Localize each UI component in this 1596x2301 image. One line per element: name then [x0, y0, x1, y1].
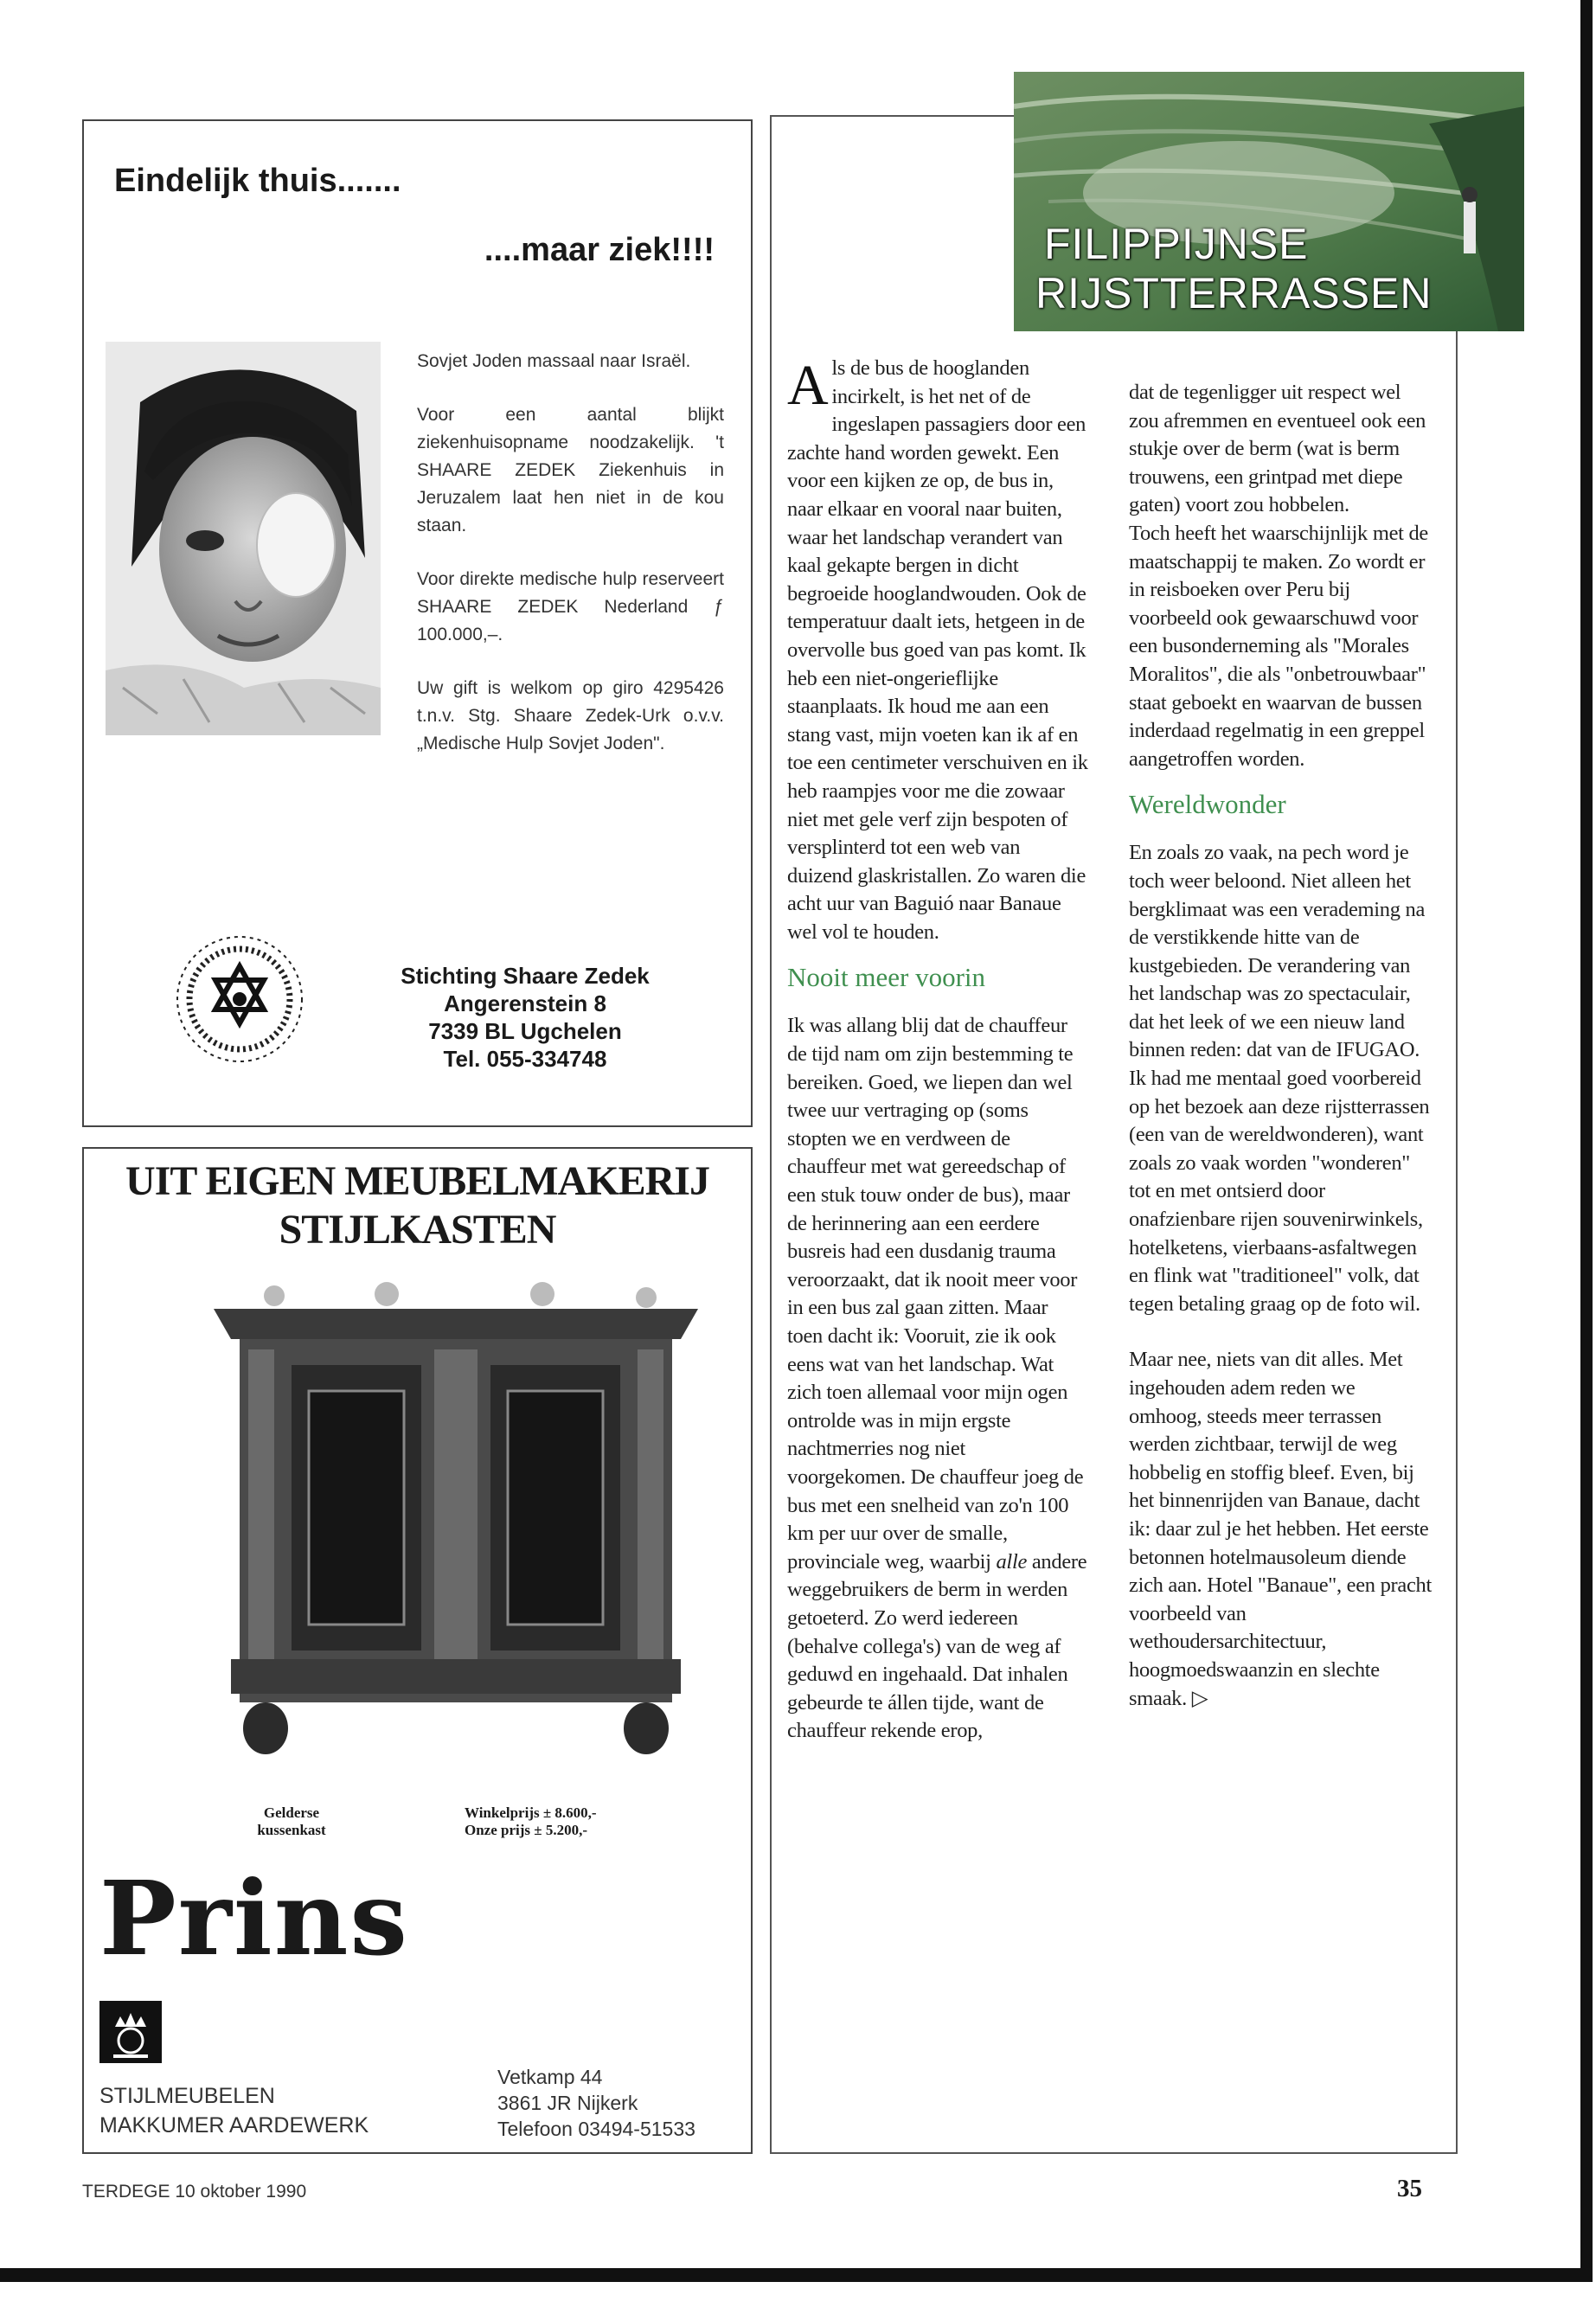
ad-body [417, 348, 724, 784]
page-number: 35 [1397, 2175, 1422, 2202]
paragraph-gap [1129, 1318, 1432, 1346]
prins-contact [497, 2064, 695, 2142]
shop-price: Winkelprijs ± 8.600,- [465, 1804, 597, 1821]
product-line: MAKKUMER AARDEWERK [99, 2113, 369, 2138]
ad-heading-home: Eindelijk thuis....... [114, 163, 401, 199]
contact-street: Vetkamp 44 [497, 2066, 603, 2088]
cabinet-name: Gelderse [263, 1804, 320, 1821]
intro-text: ls de bus de hooglanden incirkelt, is het net of de ingeslapen passagiers door een zachte hand worden gewekt. Een voor een kijken ze op, de bus in, naar elkaar en vooral naar buiten, waar het landschap verandert van kaal gekapte bergen in dicht begroeide hooglandwouden. Ook de temperatuur daalt iets, hetgeen in de overvolle bus goed van pas komt. Ik heb een niet-ongerieflijke staanplaats. Ik houd me aan een stang vast, mijn voeten kan ik af en toe een centimeter verschuiven en ik heb raampjes voor me die zowaar niet met gele verf zijn bespoten of versplinterd tot een web van duizend glaskristallen. Zo waren die acht uur van Baguió naar Banaue wel vol te houden. [787, 356, 1088, 944]
ad-title-line: STIJLKASTEN [279, 1207, 556, 1253]
article-title-line2: RIJSTTERRASSEN [1035, 269, 1433, 317]
article-paragraph: Toch heeft het waarschijnlijk met de maatschappij te maken. Zo wordt er in reisboeken over Peru bij voorbeeld ook gewaarschuwd voor een busonderneming als "Morales Moralitos", die als "onbetrouwbaar" staat geboekt en waarvan de bussen inderdaad regelmatig in een greppel aangetroffen worden. [1129, 521, 1429, 771]
paragraph-text: Ik was allang blij dat de chauffeur de tijd nam om zijn bestemming te bereiken. Goed, we liepen dan wel twee uur vertraging op (soms stopten we en verdween de chauffeur met wat gereedschap of een stuk touw onder de bus), maar de herinnering aan een eerdere busreis had een dusdanig trauma veroorzaakt, dat ik nooit meer voor in een bus zal gaan zitten. Maar toen dacht ik: Vooruit, zie ik ook eens wat van het landschap. Wat zich toen allemaal voor mijn ogen ontrolde was in mijn ergste nachtmerries nog niet voorgekomen. De chauffeur joeg de bus met een snelheid van zo'n 100 km per uur over de smalle, provinciale weg, waarbij [787, 1014, 1084, 1574]
article-paragraph: En zoals zo vaak, na pech word je toch weer beloond. Niet alleen het bergklimaat was een verademing na de verstikkende hitte van de kustgebieden. De verandering van het landschap was zo spectaculair, dat het leek of we een nieuw land binnen reden: dat van de IFUGAO. [1129, 841, 1426, 1062]
article-paragraph: dat de tegenligger uit respect wel zou afremmen en eventueel ook een stukje over de berm (wat is berm trouwens, een grintpad met diepe gaten) voort zou hobbelen. [1129, 381, 1426, 517]
ad-paragraph: Voor direkte medische hulp reserveert SHAARE ZEDEK Nederland ƒ 100.000,–. [417, 569, 724, 644]
cabinet-type: kussenkast [257, 1822, 326, 1838]
foundation-city: 7339 BL Ugchelen [428, 1018, 622, 1044]
shaare-zedek-ad [82, 119, 753, 1127]
article-paragraph [787, 1012, 1088, 1745]
ad-paragraph: Uw gift is welkom op giro 4295426 t.n.v. Stg. Shaare Zedek-Urk o.v.v. „Medische Hulp Sovjet Joden". [417, 678, 724, 753]
crown-emblem-icon [99, 2001, 162, 2063]
contact-phone: Telefoon 03494-51533 [497, 2118, 695, 2140]
paragraph-text: Maar nee, niets van dit alles. Met ingehouden adem reden we omhoog, steeds meer terrassen werden zichtbaar, terwijl de weg hobbelig en stoffig bleef. Even, bij het binnenrijden van Banaue, dacht ik: daar zul je het hebben. Het eerste betonnen hotelmausoleum diende zich aan. Hotel "Banaue", een pracht voorbeeld van wethoudersarchitectuur, hoogmoedswaanzin en slechte smaak. [1129, 1348, 1432, 1710]
article-paragraph: Ik had me mentaal goed voorbereid op het bezoek aan deze rijstterrassen (een van de wereldwonderen), want zoals zo vaak worden "wonderen" tot en met ontsierd door onafzienbare rijen souvenirwinkels, hotelketens, vierbaans-asfaltwegen en flink wat "traditioneel" volk, dat tegen betaling graag op de foto wil. [1129, 1067, 1430, 1316]
rice-terrace-photo [1014, 72, 1524, 331]
cabinet-photo [214, 1279, 698, 1772]
ad-paragraph: Voor een aantal blijkt ziekenhuisopname noodzakelijk. 't SHAARE ZEDEK Ziekenhuis in Jeruzalem laat hen niet in de kou staan. [417, 405, 724, 535]
article-title-line1: FILIPPIJNSE [1044, 220, 1309, 268]
prins-logo: Prins [99, 1858, 409, 1978]
prins-furniture-ad [82, 1147, 753, 2154]
publication-footer: TERDEGE 10 oktober 1990 [82, 2182, 307, 2202]
drop-cap: A [787, 354, 829, 417]
price-info [465, 1804, 698, 1839]
intro-paragraph [787, 355, 1088, 946]
contact-city: 3861 JR Nijkerk [497, 2092, 638, 2114]
ad-heading-ill: ....maar ziek!!!! [484, 232, 715, 268]
foundation-phone: Tel. 055-334748 [443, 1046, 607, 1072]
paragraph-text: andere weggebruikers de berm in werden getoeterd. Zo werd iedereen (behalve collega's) van de weg af geduwd en ingehaald. Dat inhalen gebeurde te állen tijde, want de chauffeur rekende erop, [787, 1549, 1087, 1743]
our-price: Onze prijs ± 5.200,- [465, 1822, 588, 1838]
continue-arrow-icon: ▷ [1191, 1686, 1208, 1710]
foundation-address [361, 962, 689, 1073]
ad-title [84, 1157, 751, 1254]
product-line: STIJLMEUBELEN [99, 2084, 275, 2108]
foundation-street: Angerenstein 8 [444, 990, 606, 1016]
product-lines [99, 2081, 369, 2140]
child-photo [106, 342, 381, 735]
star-of-david-seal-icon [170, 930, 309, 1068]
ad-title-line: UIT EIGEN MEUBELMAKERIJ [125, 1158, 709, 1204]
subheading-wereldwonder: Wereldwonder [1129, 789, 1286, 820]
article-column-2 [1129, 379, 1432, 1713]
article-paragraph [1129, 1346, 1432, 1713]
cabinet-caption [205, 1804, 378, 1839]
article-column-1 [787, 355, 1088, 1746]
ad-paragraph: Sovjet Joden massaal naar Israël. [417, 351, 691, 371]
foundation-name: Stichting Shaare Zedek [401, 963, 650, 989]
subheading-nooit-meer-voorin: Nooit meer voorin [787, 962, 986, 993]
emphasis: alle [996, 1549, 1028, 1574]
